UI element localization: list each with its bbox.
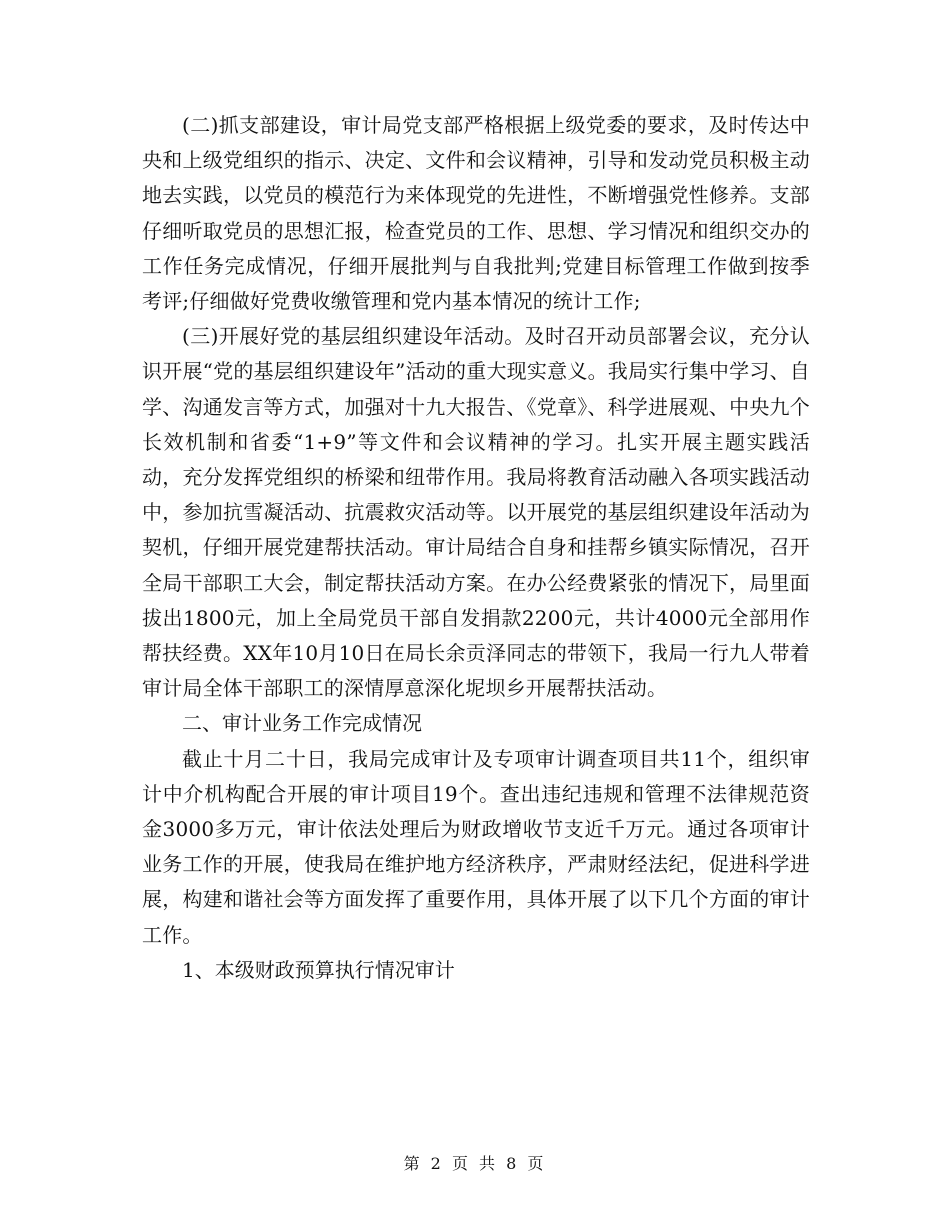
paragraph-grassroots-organization-year: (三)开展好党的基层组织建设年活动。及时召开动员部署会议，充分认识开展“党的基层组织建设年”活动的重大现实意义。我局实行集中学习、自学、沟通发言等方式，加强对十九大报告、《党章》、科学进展观、中央九个长效机制和省委“1+9”等文件和会议精神的学习。扎实开展主题实践活动，充分发挥党组织的桥梁和纽带作用。我局将教育活动融入各项实践活动中，参加抗雪凝活动、抗震救灾活动等。以开展党的基层组织建设年活动为契机，仔细开展党建帮扶活动。审计局结合自身和挂帮乡镇实际情况，召开全局干部职工大会，制定帮扶活动方案。在办公经费紧张的情况下，局里面拔出1800元，加上全局党员干部自发捐款2200元，共计4000元全部用作帮扶经费。XX年10月10日在局长余贡泽同志的带领下，我局一行九人带着审计局全体干部职工的深情厚意深化坭坝乡开展帮扶活动。 (142, 324, 810, 701)
paragraph-audit-summary: 截止十月二十日，我局完成审计及专项审计调查项目共11个，组织审计中介机构配合开展的审计项目19个。查出违纪违规和管理不法律规范资金3000多万元，审计依法处理后为财政增收节支近千万元。通过各项审计业务工作的开展，使我局在维护地方经济秩序，严肃财经法纪，促进科学进展，构建和谐社会等方面发挥了重要作用，具体开展了以下几个方面的审计工作。 (142, 746, 810, 947)
subheading-budget-execution-audit: 1、本级财政预算执行情况审计 (182, 957, 455, 982)
document-body (142, 108, 810, 988)
page-number-footer: 第 2 页 共 8 页 (403, 1154, 547, 1173)
section-heading-audit-work: 二、审计业务工作完成情况 (182, 711, 422, 736)
paragraph-branch-building: (二)抓支部建设，审计局党支部严格根据上级党委的要求，及时传达中央和上级党组织的指示、决定、文件和会议精神，引导和发动党员积极主动地去实践，以党员的模范行为来体现党的先进性，不断增强党性修养。支部仔细听取党员的思想汇报，检查党员的工作、思想、学习情况和组织交办的工作任务完成情况，仔细开展批判与自我批判;党建目标管理工作做到按季考评;仔细做好党费收缴管理和党内基本情况的统计工作; (142, 113, 810, 314)
